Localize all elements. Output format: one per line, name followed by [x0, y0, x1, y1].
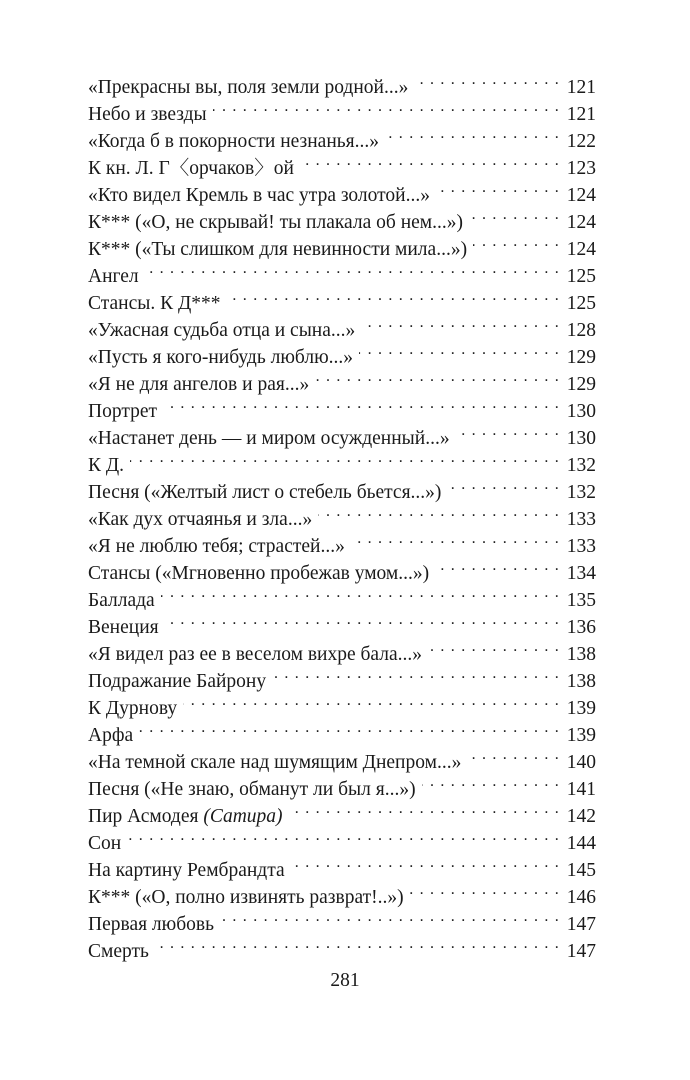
toc-entry [88, 282, 596, 314]
toc-entry-page: 134 [566, 563, 596, 584]
toc-entry-title: Песня («Не знаю, обманут ли был я...») [88, 779, 416, 800]
toc-entry-title: «На темной скале над шумящим Днепром...» [88, 752, 462, 773]
dot-leader [318, 498, 560, 525]
page-number: 281 [330, 970, 360, 991]
dot-leader [351, 525, 560, 552]
toc-entry-page: 122 [566, 131, 596, 152]
toc-entry-page: 133 [566, 536, 596, 557]
toc-entry-page: 135 [566, 590, 596, 611]
toc-entry [88, 390, 596, 422]
toc-entry-page: 138 [566, 671, 596, 692]
dot-leader [127, 822, 560, 849]
toc-entry-title: «Ужасная судьба отца и сына...» [88, 320, 356, 341]
toc-entry-title: «Я не люблю тебя; страстей...» [88, 536, 345, 557]
toc-entry-title: Сон [88, 833, 122, 854]
toc-entry-page: 139 [566, 698, 596, 719]
toc-entry-page: 125 [566, 293, 596, 314]
toc-entry-title: К*** («О, полно извинять разврат!..») [88, 887, 404, 908]
dot-leader [213, 93, 560, 120]
toc-entry-title: Подражание Байрону [88, 671, 267, 692]
dot-leader [130, 444, 560, 471]
toc-entry-page: 121 [566, 77, 596, 98]
toc-entry [88, 633, 596, 665]
toc-entry [88, 930, 596, 962]
toc-entry-page: 142 [566, 806, 596, 827]
toc-entry [88, 417, 596, 449]
dot-leader [473, 228, 560, 255]
toc-entry-title: К Дурнову [88, 698, 178, 719]
dot-leader [315, 363, 560, 390]
dot-leader [272, 660, 560, 687]
dot-leader [469, 201, 560, 228]
dot-leader [291, 849, 560, 876]
toc-entry [88, 471, 596, 503]
toc-entry-page: 129 [566, 374, 596, 395]
toc-entry-page: 146 [566, 887, 596, 908]
toc-entry-page: 130 [566, 428, 596, 449]
toc-entry [88, 606, 596, 638]
toc-entry-page: 147 [566, 914, 596, 935]
toc-entry-page: 123 [566, 158, 596, 179]
toc-entry-page: 139 [566, 725, 596, 746]
toc-entry-page: 128 [566, 320, 596, 341]
dot-leader [467, 741, 560, 768]
toc-entry-page: 133 [566, 509, 596, 530]
dot-leader [385, 120, 560, 147]
dot-leader [289, 795, 560, 822]
toc-entry-title: Небо и звезды [88, 104, 207, 125]
toc-entry-title: К Д. [88, 455, 125, 476]
dot-leader [410, 876, 560, 903]
toc-entry [88, 741, 596, 773]
toc-entry-title: Первая любовь [88, 914, 215, 935]
toc-entry-title: На картину Рембрандта [88, 860, 285, 881]
dot-leader [359, 336, 560, 363]
dot-leader [227, 282, 560, 309]
toc-entry [88, 66, 596, 98]
toc-entry-title: «Кто видел Кремль в час утра золотой...» [88, 185, 430, 206]
dot-leader [436, 174, 560, 201]
toc-entry-page: 141 [566, 779, 596, 800]
toc-entry-page: 129 [566, 347, 596, 368]
toc-entry-genre-italic: (Сатира) [203, 806, 283, 827]
toc-entry-title: Смерть [88, 941, 149, 962]
toc-entry-page: 136 [566, 617, 596, 638]
toc-entry [88, 255, 596, 287]
toc-entry-title: «Я не для ангелов и рая...» [88, 374, 310, 395]
toc-entry-page: 145 [566, 860, 596, 881]
toc-entry-title: «Я видел раз ее в веселом вихре бала...» [88, 644, 422, 665]
toc-entry-title-main: Пир Асмодея [88, 806, 199, 827]
toc-entry-page: 124 [566, 239, 596, 260]
toc-entry-page: 124 [566, 212, 596, 233]
toc-entry-page: 121 [566, 104, 596, 125]
toc-entry-title: К*** («Ты слишком для невинности мила...») [88, 239, 468, 260]
toc-entry-page: 144 [566, 833, 596, 854]
dot-leader [447, 471, 560, 498]
toc-entry-title: Песня («Желтый лист о стебель бьется...») [88, 482, 442, 503]
toc-entry-page: 132 [566, 455, 596, 476]
dot-leader [428, 633, 560, 660]
toc-entry [88, 822, 596, 854]
dot-leader [165, 606, 560, 633]
dot-leader [145, 255, 560, 282]
dot-leader [220, 903, 560, 930]
dot-leader [155, 930, 560, 957]
toc-entry [88, 849, 596, 881]
dot-leader [435, 552, 560, 579]
toc-entry-page: 130 [566, 401, 596, 422]
dot-leader [361, 309, 560, 336]
toc-entry-title: «Когда б в покорности незнанья...» [88, 131, 380, 152]
dot-leader [183, 687, 560, 714]
toc-entry-page: 147 [566, 941, 596, 962]
dot-leader [456, 417, 560, 444]
toc-entry-title: Баллада [88, 590, 155, 611]
table-of-contents [88, 66, 596, 962]
toc-entry-page: 138 [566, 644, 596, 665]
toc-entry-title: «Как дух отчаянья и зла...» [88, 509, 313, 530]
toc-entry-page: 124 [566, 185, 596, 206]
dot-leader [163, 390, 560, 417]
toc-entry-page: 125 [566, 266, 596, 287]
toc-entry [88, 714, 596, 746]
toc-entry-title: Венеция [88, 617, 159, 638]
toc-entry-title: «Настанет день — и миром осужденный...» [88, 428, 450, 449]
dot-leader [300, 147, 560, 174]
toc-entry-title: Арфа [88, 725, 134, 746]
dot-leader [139, 714, 560, 741]
dot-leader [414, 66, 560, 93]
dot-leader [161, 579, 560, 606]
toc-entry-title: Стансы. К Д*** [88, 293, 221, 314]
toc-entry-title: К кн. Л. Г〈орчаков〉ой [88, 158, 294, 179]
toc-entry-title: Портрет [88, 401, 158, 422]
toc-entry-title: К*** («О, не скрывай! ты плакала об нем...») [88, 212, 463, 233]
toc-entry-title: Ангел [88, 266, 139, 287]
toc-entry [88, 579, 596, 611]
toc-entry-title: «Прекрасны вы, поля земли родной...» [88, 77, 409, 98]
toc-entry-title: «Пусть я кого-нибудь люблю...» [88, 347, 354, 368]
toc-entry [88, 444, 596, 476]
toc-entry-title: Стансы («Мгновенно пробежав умом...») [88, 563, 430, 584]
dot-leader [422, 768, 560, 795]
toc-entry-page: 140 [566, 752, 596, 773]
toc-entry-page: 132 [566, 482, 596, 503]
